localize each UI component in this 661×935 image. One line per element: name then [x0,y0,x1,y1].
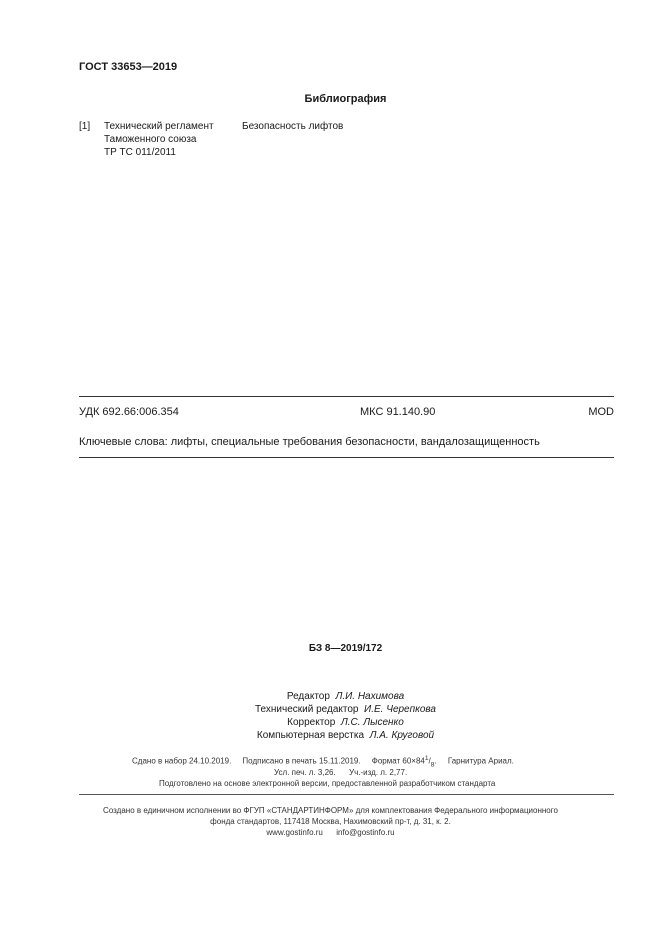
credits [0,690,661,742]
reference-number: [1] [79,121,91,132]
reference-source-line: Технический регламент [104,121,214,132]
credit-editor: Редактор Л.И. Нахимова [286,691,405,702]
reference-title: Безопасность лифтов [242,121,344,132]
udk-code: УДК 692.66:006.354 [79,406,179,418]
imprint-line2: Усл. печ. л. 3,26. Уч.-изд. л. 2,77. [274,768,408,777]
reference-source [104,120,214,159]
imprint-line3: Подготовлено на основе электронной версии, предоставленной разработчиком стандарта [159,779,496,788]
standard-number: ГОСТ 33653—2019 [79,61,178,73]
footer-contacts [0,828,661,837]
footer-line2: фонда стандартов, 117418 Москва, Нахимовский пр-т, д. 31, к. 2. [210,817,451,826]
credit-proofreader: Корректор Л.С. Лысенко [287,717,404,728]
bibliography-title: Библиография [304,93,387,105]
keywords: Ключевые слова: лифты, специальные требования безопасности, вандалозащищенность [79,436,540,448]
reference-source-line: ТР ТС 011/2011 [104,147,176,158]
divider [79,457,614,458]
credit-tech-editor: Технический редактор И.Е. Черепкова [255,704,436,715]
credit-layout: Компьютерная верстка Л.А. Круговой [256,730,435,741]
footer-website-link[interactable]: www.gostinfo.ru [266,828,323,837]
reference-source-line: Таможенного союза [104,134,197,145]
mod-label: MOD [588,406,614,418]
footer-email-link[interactable]: info@gostinfo.ru [336,828,395,837]
divider [79,794,614,795]
divider [79,396,614,397]
footer-line1: Создано в единичном исполнении во ФГУП «СТАНДАРТИНФОРМ» для комплектования Федерального информационного [103,806,558,815]
imprint-line1: Сдано в набор 24.10.2019. Подписано в печать 15.11.2019. Формат $60\times 84^1/_8$. Гарнитура Ариал. [132,755,514,769]
mks-code: МКС 91.140.90 [360,406,436,418]
bz-number: БЗ 8—2019/172 [308,643,383,654]
